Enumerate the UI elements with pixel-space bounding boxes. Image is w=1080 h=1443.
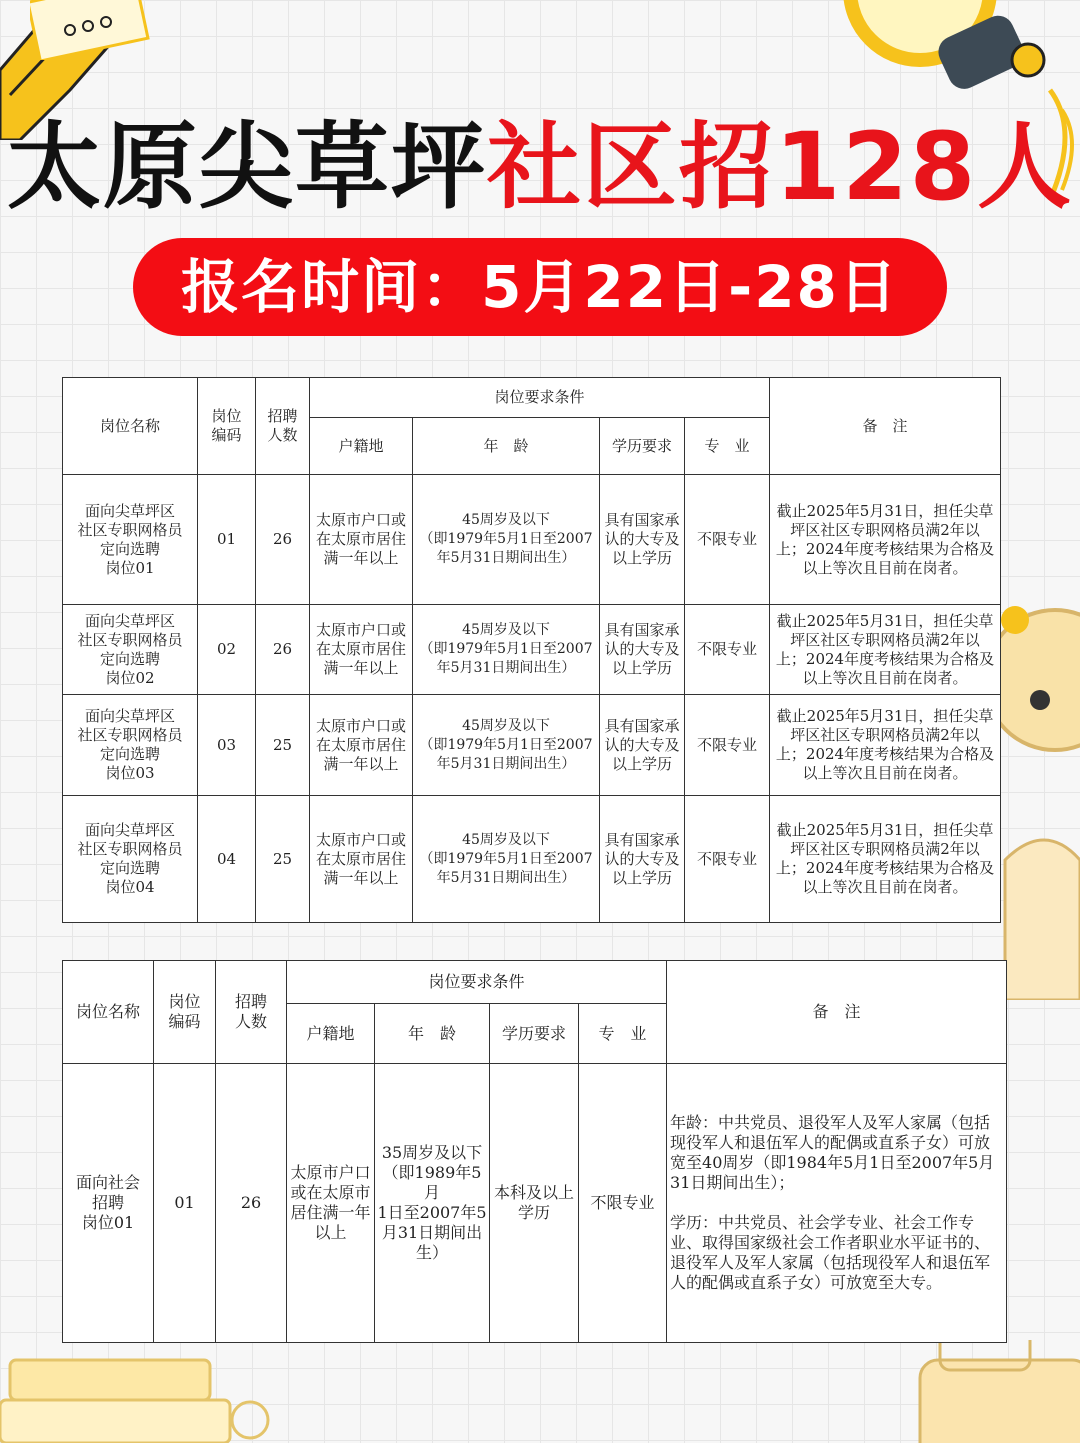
cell-age: 35周岁及以下 （即1989年5月 1日至2007年5 月31日期间出 生） bbox=[375, 1064, 490, 1343]
table-row bbox=[63, 695, 1001, 796]
recruitment-table-grid-staff bbox=[62, 377, 1001, 923]
cell-education: 本科及以上 学历 bbox=[490, 1064, 579, 1343]
header-notes: 备 注 bbox=[770, 378, 1001, 475]
header-recruit-count: 招聘 人数 bbox=[256, 378, 310, 475]
recruitment-table-public bbox=[62, 960, 1007, 1343]
cell-residence: 太原市户口 或在太原市 居住满一年 以上 bbox=[287, 1064, 375, 1343]
cell-position-code: 01 bbox=[198, 475, 256, 605]
header-position-code: 岗位 编码 bbox=[154, 961, 216, 1064]
cell-major: 不限专业 bbox=[685, 605, 770, 695]
cell-residence: 太原市户口或 在太原市居住 满一年以上 bbox=[310, 695, 413, 796]
cell-residence: 太原市户口或 在太原市居住 满一年以上 bbox=[310, 605, 413, 695]
header-residence: 户籍地 bbox=[310, 418, 413, 475]
note-education-relaxation: 学历：中共党员、社会学专业、社会工作专业、取得国家级社会工作者职业水平证书的、退役军人及军人家属（包括现役军人和退伍军人的配偶或直系子女）可放宽至大专。 bbox=[670, 1213, 991, 1292]
header-position-code: 岗位 编码 bbox=[198, 378, 256, 475]
header-education: 学历要求 bbox=[490, 1004, 579, 1064]
header-education: 学历要求 bbox=[600, 418, 685, 475]
title-location: 太原尖草坪 bbox=[6, 113, 487, 222]
cell-notes bbox=[667, 1064, 1007, 1343]
header-age: 年 龄 bbox=[413, 418, 600, 475]
cell-notes: 截止2025年5月31日，担任尖草 坪区社区专职网格员满2年以 上；2024年度考核结果为合格及 以上等次且目前在岗者。 bbox=[770, 605, 1001, 695]
cell-major: 不限专业 bbox=[579, 1064, 667, 1343]
header-recruit-count: 招聘 人数 bbox=[216, 961, 287, 1064]
cell-position-name: 面向尖草坪区 社区专职网格员 定向选聘 岗位03 bbox=[63, 695, 198, 796]
header-major: 专 业 bbox=[579, 1004, 667, 1064]
cell-position-code: 02 bbox=[198, 605, 256, 695]
header-major: 专 业 bbox=[685, 418, 770, 475]
cell-age: 45周岁及以下 （即1979年5月1日至2007 年5月31日期间出生） bbox=[413, 695, 600, 796]
cell-education: 具有国家承 认的大专及 以上学历 bbox=[600, 605, 685, 695]
header-requirements: 岗位要求条件 bbox=[310, 378, 770, 418]
table-row bbox=[63, 475, 1001, 605]
cell-position-code: 04 bbox=[198, 796, 256, 923]
cell-education: 具有国家承 认的大专及 以上学历 bbox=[600, 695, 685, 796]
cell-age: 45周岁及以下 （即1979年5月1日至2007 年5月31日期间出生） bbox=[413, 605, 600, 695]
notebook-decoration bbox=[30, 0, 150, 60]
header-notes: 备 注 bbox=[667, 961, 1007, 1064]
cell-age: 45周岁及以下 （即1979年5月1日至2007 年5月31日期间出生） bbox=[413, 796, 600, 923]
table-row bbox=[63, 605, 1001, 695]
cell-age: 45周岁及以下 （即1979年5月1日至2007 年5月31日期间出生） bbox=[413, 475, 600, 605]
cell-recruit-count: 26 bbox=[256, 475, 310, 605]
header-position-name: 岗位名称 bbox=[63, 961, 154, 1064]
table-row bbox=[63, 796, 1001, 923]
registration-time-banner: 报名时间：5月22日-28日 bbox=[133, 238, 947, 336]
cell-recruit-count: 25 bbox=[256, 695, 310, 796]
cell-position-name: 面向尖草坪区 社区专职网格员 定向选聘 岗位02 bbox=[63, 605, 198, 695]
cell-notes: 截止2025年5月31日，担任尖草 坪区社区专职网格员满2年以 上；2024年度考核结果为合格及 以上等次且目前在岗者。 bbox=[770, 695, 1001, 796]
note-age-relaxation: 年龄：中共党员、退役军人及军人家属（包括现役军人和退伍军人的配偶或直系子女）可放宽至40周岁（即1984年5月1日至2007年5月31日期间出生）； bbox=[670, 1113, 995, 1192]
cell-residence: 太原市户口或 在太原市居住 满一年以上 bbox=[310, 475, 413, 605]
cell-major: 不限专业 bbox=[685, 796, 770, 923]
cell-recruit-count: 25 bbox=[256, 796, 310, 923]
cell-recruit-count: 26 bbox=[216, 1064, 287, 1343]
header-residence: 户籍地 bbox=[287, 1004, 375, 1064]
title-recruitment: 社区招128人 bbox=[486, 113, 1074, 222]
cell-position-name: 面向尖草坪区 社区专职网格员 定向选聘 岗位04 bbox=[63, 796, 198, 923]
cell-position-code: 01 bbox=[154, 1064, 216, 1343]
cell-position-name: 面向尖草坪区 社区专职网格员 定向选聘 岗位01 bbox=[63, 475, 198, 605]
cell-residence: 太原市户口或 在太原市居住 满一年以上 bbox=[310, 796, 413, 923]
cell-education: 具有国家承 认的大专及 以上学历 bbox=[600, 475, 685, 605]
cell-major: 不限专业 bbox=[685, 695, 770, 796]
cell-notes: 截止2025年5月31日，担任尖草 坪区社区专职网格员满2年以 上；2024年度考核结果为合格及 以上等次且目前在岗者。 bbox=[770, 796, 1001, 923]
table-row bbox=[63, 1064, 1007, 1343]
cell-position-code: 03 bbox=[198, 695, 256, 796]
cell-position-name: 面向社会 招聘 岗位01 bbox=[63, 1064, 154, 1343]
cell-education: 具有国家承 认的大专及 以上学历 bbox=[600, 796, 685, 923]
cell-recruit-count: 26 bbox=[256, 605, 310, 695]
page-title bbox=[0, 108, 1080, 228]
header-age: 年 龄 bbox=[375, 1004, 490, 1064]
header-requirements: 岗位要求条件 bbox=[287, 961, 667, 1004]
cell-notes: 截止2025年5月31日，担任尖草 坪区社区专职网格员满2年以 上；2024年度考核结果为合格及 以上等次且目前在岗者。 bbox=[770, 475, 1001, 605]
cell-major: 不限专业 bbox=[685, 475, 770, 605]
bag-decoration bbox=[880, 1340, 1080, 1443]
header-position-name: 岗位名称 bbox=[63, 378, 198, 475]
